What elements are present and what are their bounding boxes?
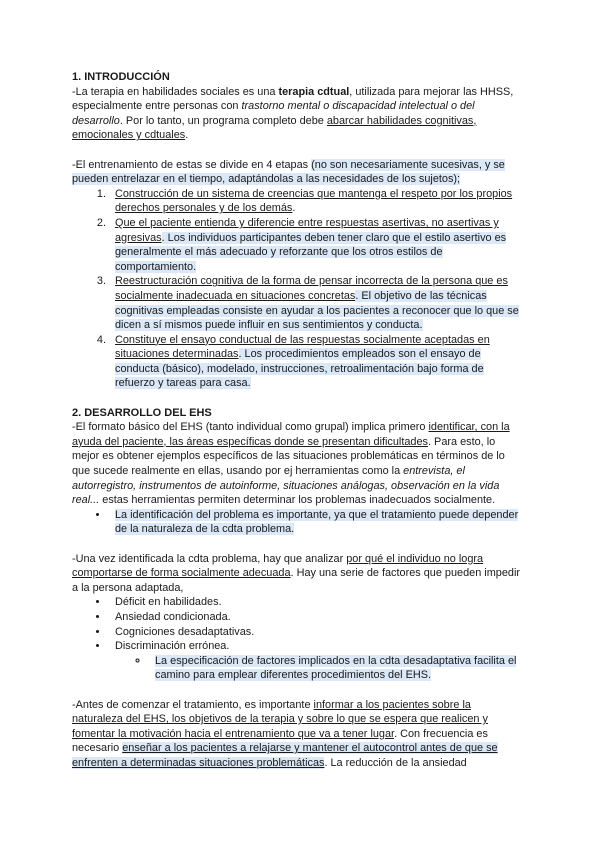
intro-paragraph: -La terapia en habilidades sociales es una terapia cdtual, utilizada para mejorar las HHSS, especialmente entre personas con trastorno mental o discapacidad intelectual o del desarrollo. Por lo tanto, un programa completo debe abarcar habilidades cognitivas, emocionales y cdtuales. [72,85,514,142]
list-item: • Discriminación errónea. ◦ La especificación de factores implicados en la cdta desadaptativa facilita el camino para emplear diferentes procedimientos del EHS. [109,639,522,683]
list-item: ◦ La especificación de factores implicados en la cdta desadaptativa facilita el camino para emplear diferentes procedimientos del EHS. [149,654,522,683]
note-list [72,508,522,537]
treatment-paragraph: -Antes de comenzar el tratamiento, es importante informar a los pacientes sobre la naturaleza del EHS, los objetivos de la terapia y sobre lo que se espera que realicen y fomentar la motivación hacia el entrenamiento que va a tener lugar. Con frecuencia es necesario enseñar a los pacientes a relajarse y mantener el autocontrol antes de que se enfrenten a determinadas situaciones problemáticas. La reducción de la ansiedad [72,698,498,769]
stages-list [72,187,522,391]
factors-list [72,595,522,683]
document-page [72,70,522,771]
sub-list [115,654,522,683]
format-paragraph: -El formato básico del EHS (tanto individual como grupal) implica primero identificar, con la ayuda del paciente, las áreas específicas donde se presentan dificultades. Para esto, lo mejor es obtener ejemplos específicos de las situaciones problemáticas en términos de lo que sucede realmente en ellas, usando por ej herramientas como la entrevista, el autorregistro, instrumentos de autoinforme, situaciones análogas, observación en la vida real... estas herramientas permiten determinar los problemas inadecuados socialmente. [72,421,510,507]
analysis-paragraph: -Una vez identificada la cdta problema, hay que analizar por qué el individuo no logra comportarse de forma socialmente adecuada. Hay una serie de factores que pueden impedir a la persona adaptada, [72,552,520,594]
list-item: 2. Que el paciente entienda y diferencie entre respuestas asertivas, no asertivas y agresivas. Los individuos participantes deben tener claro que el estilo asertivo es generalmente el más adecuado y reforzante que los otros estilos de comportamiento. [109,216,522,274]
list-item: 4. Constituye el ensayo conductual de las respuestas socialmente aceptadas en situaciones determinadas. Los procedimientos empleados son el ensayo de conducta (básico), modelado, instrucciones, retroalimentación bajo forma de refuerzo y tareas para casa. [109,333,522,391]
list-item: 3. Reestructuración cognitiva de la forma de pensar incorrecta de la persona que es socialmente inadecuada en situaciones concretas. El objetivo de las técnicas cognitivas empleadas consiste en ayudar a los pacientes a reconocer que lo que se dicen a sí mismos puede influir en sus sentimientos y conducta. [109,274,522,332]
stages-paragraph: -El entrenamiento de estas se divide en 4 etapas (no son necesariamente sucesivas, y se pueden entrelazar en el tiempo, adaptándolas a las necesidades de los sujetos); [72,158,505,186]
list-item: • La identificación del problema es importante, ya que el tratamiento puede depender de la naturaleza de la cdta problema. [109,508,522,537]
list-item: • Ansiedad condicionada. [109,610,522,625]
section-heading-desarrollo: 2. DESARROLLO DEL EHS [72,406,212,419]
list-item: • Cogniciones desadaptativas. [109,625,522,640]
list-item: 1. Construcción de un sistema de creencias que mantenga el respeto por los propios derechos personales y de los demás. [109,187,522,216]
list-item: • Déficit en habilidades. [109,595,522,610]
section-heading-introduccion: 1. INTRODUCCIÓN [72,71,170,83]
